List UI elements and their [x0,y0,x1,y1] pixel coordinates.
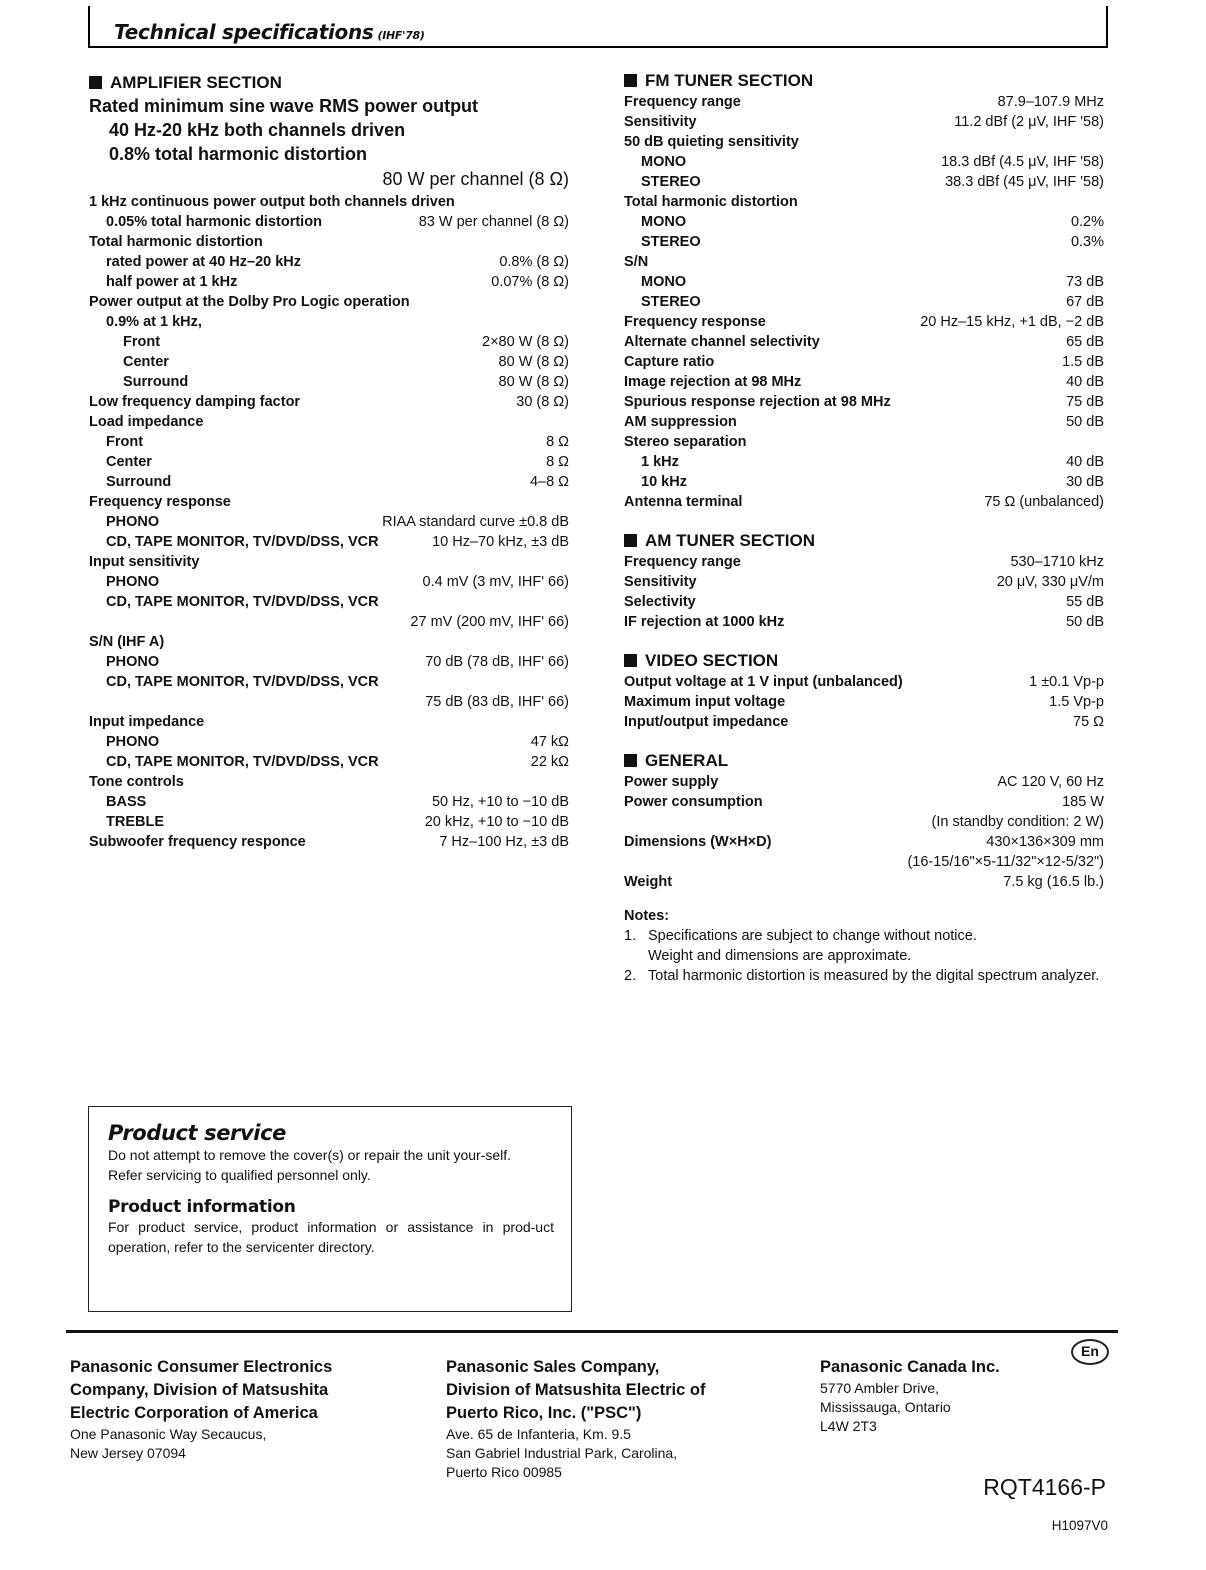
address-line: Mississauga, Ontario [820,1399,951,1415]
spec-label: Maximum input voltage [624,694,786,710]
spec-label: Frequency range [624,554,741,570]
spec-value: 4–8 Ω [529,474,569,490]
spec-row [89,652,569,672]
spec-label: Antenna terminal [624,494,743,510]
spec-label: STEREO [641,234,701,250]
spec-label: MONO [641,214,687,230]
spec-label: PHONO [106,654,160,670]
spec-label: CD, TAPE MONITOR, TV/DVD/DSS, VCR [106,754,379,770]
address-line: Ave. 65 de Infanteria, Km. 9.5 [446,1426,631,1442]
spec-row [89,352,569,372]
spec-row [89,692,569,712]
address-company: Panasonic Consumer Electronics [70,1358,333,1376]
spec-label: Front [123,334,161,350]
spec-label: Low frequency damping factor [89,394,301,410]
spec-row [89,712,569,732]
spec-label: PHONO [106,514,160,530]
square-bullet-icon [624,74,637,87]
note-item [624,926,1104,966]
spec-value: 30 (8 Ω) [516,394,569,410]
spec-row [624,572,1104,592]
spec-value: 70 dB (78 dB, IHF' 66) [425,654,569,670]
spec-value: 0.8% (8 Ω) [499,254,569,270]
spec-value: AC 120 V, 60 Hz [997,774,1104,790]
spec-row [624,712,1104,732]
spec-row [89,392,569,412]
spec-row [624,332,1104,352]
spec-value: 2×80 W (8 Ω) [482,334,569,350]
spec-label: rated power at 40 Hz–20 kHz [106,254,302,270]
spec-row [624,832,1104,852]
spec-value: 0.2% [1070,214,1104,230]
address-line: New Jersey 07094 [70,1445,186,1461]
spec-value: 50 Hz, +10 to −10 dB [431,794,569,810]
spec-value: 1 ±0.1 Vp-p [1029,674,1104,690]
notes-title: Notes: [624,908,670,924]
rated-line: 0.8% total harmonic distortion [109,144,368,164]
spec-value: 47 kΩ [530,734,569,750]
spec-label: 50 dB quieting sensitivity [624,134,799,150]
product-service-heading: Product service [108,1121,286,1145]
spec-label: STEREO [641,174,701,190]
spec-value: 75 dB [1066,394,1104,410]
rated-value: 80 W per channel (8 Ω) [382,169,569,189]
spec-label: MONO [641,154,687,170]
spec-label: Total harmonic distortion [89,234,263,250]
spec-label: Tone controls [89,774,184,790]
spec-row [89,492,569,512]
spec-label: IF rejection at 1000 kHz [624,614,785,630]
footer-divider [66,1330,1118,1333]
spec-row [89,672,569,692]
spec-label: Sensitivity [624,114,697,130]
model-number: RQT4166-P [983,1474,1106,1500]
square-bullet-icon [624,754,637,767]
spec-row [89,452,569,472]
right-column [624,66,1104,986]
spec-label: 0.05% total harmonic distortion [106,214,322,230]
spec-value: 55 dB [1066,594,1104,610]
address-company: Electric Corporation of America [70,1404,318,1422]
spec-row [624,192,1104,212]
spec-label: Power supply [624,774,719,790]
spec-value: 80 W (8 Ω) [498,354,569,370]
spec-row [624,132,1104,152]
spec-row [89,632,569,652]
address-line: One Panasonic Way Secaucus, [70,1426,267,1442]
spec-label: Frequency response [89,494,231,510]
rated-line: Rated minimum sine wave RMS power output [89,96,479,116]
spec-value: 40 dB [1066,374,1104,390]
spec-row [89,752,569,772]
spec-value: 22 kΩ [530,754,569,770]
spec-value: 7.5 kg (16.5 lb.) [1003,874,1104,890]
spec-row [624,352,1104,372]
spec-label: MONO [641,274,687,290]
spec-row [89,372,569,392]
spec-row [624,872,1104,892]
spec-row [624,452,1104,472]
spec-row [89,472,569,492]
spec-label: Frequency response [624,314,766,330]
spec-value: 67 dB [1066,294,1104,310]
notes [624,906,1104,986]
address-line: San Gabriel Industrial Park, Carolina, [446,1445,678,1461]
spec-label: BASS [106,794,147,810]
spec-label: Frequency range [624,94,741,110]
spec-label: Input/output impedance [624,714,789,730]
page-header [88,6,1108,48]
spec-value: 75 Ω [1073,714,1104,730]
language-badge: En [1071,1339,1109,1365]
spec-row [624,692,1104,712]
section-title: FM TUNER SECTION [624,70,1104,92]
spec-row [624,212,1104,232]
spec-value: 40 dB [1066,454,1104,470]
spec-label: Output voltage at 1 V input (unbalanced) [624,674,903,690]
spec-label: TREBLE [106,814,164,830]
product-information-text: For product service, product information or assistance in prod-uct operation, refer to the servicenter directory. [108,1219,554,1255]
spec-row [624,552,1104,572]
spec-label: PHONO [106,574,160,590]
spec-value: 80 W (8 Ω) [498,374,569,390]
spec-row [624,812,1104,832]
spec-row [89,432,569,452]
spec-row [624,292,1104,312]
spec-label: Center [106,454,152,470]
section-title: VIDEO SECTION [624,650,1104,672]
spec-row [624,112,1104,132]
spec-row [89,332,569,352]
spec-row [89,252,569,272]
spec-row [624,92,1104,112]
am-spec-list [624,552,1104,632]
spec-label: CD, TAPE MONITOR, TV/DVD/DSS, VCR [106,594,379,610]
spec-row [89,312,569,332]
product-service-text: Do not attempt to remove the cover(s) or repair the unit your-self. [108,1147,512,1163]
spec-label: Sensitivity [624,574,697,590]
spec-row [624,792,1104,812]
spec-label: Spurious response rejection at 98 MHz [624,394,891,410]
note-text: Specifications are subject to change without notice. Weight and dimensions are approximate. [648,928,977,964]
square-bullet-icon [624,654,637,667]
spec-label: CD, TAPE MONITOR, TV/DVD/DSS, VCR [106,534,379,550]
spec-row [89,292,569,312]
spec-value: 10 Hz–70 kHz, ±3 dB [432,534,569,550]
general-spec-list [624,772,1104,892]
spec-value: 38.3 dBf (45 μV, IHF '58) [945,174,1104,190]
spec-row [624,612,1104,632]
page-title: Technical specifications (IHF'78) [114,20,425,44]
spec-row [89,232,569,252]
spec-value: 20 μV, 330 μV/m [996,574,1104,590]
spec-label: AM suppression [624,414,737,430]
spec-label: Front [106,434,144,450]
address-company: Company, Division of Matsushita [70,1381,329,1399]
spec-row [624,372,1104,392]
spec-label: Weight [624,874,673,890]
spec-label: Stereo separation [624,434,747,450]
spec-label: Capture ratio [624,354,715,370]
spec-value: 65 dB [1066,334,1104,350]
spec-value: 8 Ω [546,454,569,470]
spec-value: 530–1710 kHz [1010,554,1104,570]
spec-label: Image rejection at 98 MHz [624,374,802,390]
spec-label: Surround [123,374,189,390]
note-number: 1. [624,928,637,944]
spec-row [89,572,569,592]
spec-label: Input impedance [89,714,205,730]
spec-value: 75 Ω (unbalanced) [984,494,1104,510]
address-line: L4W 2T3 [820,1418,877,1434]
spec-row [89,532,569,552]
spec-label: Power output at the Dolby Pro Logic operation [89,294,410,310]
spec-value: RIAA standard curve ±0.8 dB [382,514,569,530]
spec-label: S/N [624,254,649,270]
fm-spec-list [624,92,1104,512]
spec-value: 30 dB [1066,474,1104,490]
video-spec-list [624,672,1104,732]
spec-value: 185 W [1062,794,1104,810]
spec-value: 1.5 Vp-p [1049,694,1104,710]
square-bullet-icon [89,76,102,89]
spec-row [89,792,569,812]
spec-label: Load impedance [89,414,204,430]
spec-label: Center [123,354,169,370]
spec-row [624,232,1104,252]
spec-row [624,852,1104,872]
spec-label: Power consumption [624,794,763,810]
address-block [820,1356,1000,1436]
note-number: 2. [624,968,637,984]
spec-row [624,272,1104,292]
spec-label: PHONO [106,734,160,750]
product-service-box [88,1106,572,1312]
spec-label: Input sensitivity [89,554,200,570]
spec-label: 10 kHz [641,474,687,490]
spec-value: (16-15/16"×5-11/32"×12-5/32") [907,854,1104,870]
spec-label: Surround [106,474,172,490]
spec-value: 0.4 mV (3 mV, IHF' 66) [422,574,569,590]
spec-label: Selectivity [624,594,696,610]
section-title: GENERAL [624,750,1104,772]
spec-row [624,412,1104,432]
spec-value: 27 mV (200 mV, IHF' 66) [410,614,569,630]
section-title: AMPLIFIER SECTION [89,72,569,94]
spec-value: 1.5 dB [1062,354,1104,370]
spec-row [624,252,1104,272]
spec-label: Total harmonic distortion [624,194,798,210]
spec-row [624,152,1104,172]
spec-row [89,832,569,852]
spec-row [89,192,569,212]
spec-value: 0.3% [1070,234,1104,250]
spec-label: 0.9% at 1 kHz, [106,314,202,330]
spec-label: Dimensions (W×H×D) [624,834,772,850]
page-subtitle: (IHF'78) [377,29,425,42]
spec-row [624,432,1104,452]
spec-row [624,312,1104,332]
spec-value: 20 kHz, +10 to −10 dB [424,814,569,830]
address-line: Puerto Rico 00985 [446,1464,562,1480]
spec-row [89,552,569,572]
spec-row [89,272,569,292]
spec-value: 7 Hz–100 Hz, ±3 dB [439,834,569,850]
spec-label: CD, TAPE MONITOR, TV/DVD/DSS, VCR [106,674,379,690]
address-block [446,1356,705,1482]
spec-row [624,672,1104,692]
spec-value: 0.07% (8 Ω) [491,274,569,290]
spec-label: half power at 1 kHz [106,274,238,290]
spec-row [624,592,1104,612]
spec-value: 18.3 dBf (4.5 μV, IHF '58) [941,154,1104,170]
spec-label: Subwoofer frequency responce [89,834,306,850]
spec-value: 8 Ω [546,434,569,450]
spec-label: 1 kHz continuous power output both channels driven [89,194,455,210]
spec-row [89,512,569,532]
spec-row [89,412,569,432]
spec-value: 83 W per channel (8 Ω) [418,214,569,230]
spec-value: 50 dB [1066,614,1104,630]
spec-label: 1 kHz [641,454,679,470]
square-bullet-icon [624,534,637,547]
section-title: AM TUNER SECTION [624,530,1104,552]
spec-value: (In standby condition: 2 W) [931,814,1104,830]
spec-row [624,472,1104,492]
spec-value: 20 Hz–15 kHz, +1 dB, −2 dB [920,314,1104,330]
spec-row [89,612,569,632]
spec-value: 75 dB (83 dB, IHF' 66) [425,694,569,710]
rated-line: 40 Hz-20 kHz both channels driven [109,120,406,140]
spec-row [89,212,569,232]
spec-label: Alternate channel selectivity [624,334,820,350]
spec-value: 50 dB [1066,414,1104,430]
spec-row [89,732,569,752]
spec-label: STEREO [641,294,701,310]
note-text: Total harmonic distortion is measured by the digital spectrum analyzer. [648,968,1100,984]
address-company: Division of Matsushita Electric of [446,1381,706,1399]
spec-row [89,772,569,792]
address-line: 5770 Ambler Drive, [820,1380,940,1396]
product-service-text: Refer servicing to qualified personnel only. [108,1167,371,1183]
note-item [624,966,1104,986]
spec-row [624,392,1104,412]
spec-value: 430×136×309 mm [986,834,1104,850]
spec-value: 73 dB [1066,274,1104,290]
print-code: H1097V0 [1051,1518,1108,1533]
product-information-heading: Product information [108,1197,296,1217]
amplifier-spec-list [89,192,569,852]
spec-row [624,772,1104,792]
spec-value: 87.9–107.9 MHz [997,94,1104,110]
spec-label: S/N (IHF A) [89,634,165,650]
spec-row [624,492,1104,512]
address-company: Panasonic Sales Company, [446,1358,660,1376]
left-column [89,68,569,852]
spec-row [89,812,569,832]
address-block [70,1356,332,1463]
spec-row [624,172,1104,192]
spec-row [89,592,569,612]
spec-value: 11.2 dBf (2 μV, IHF '58) [954,114,1104,130]
address-company: Puerto Rico, Inc. ("PSC") [446,1404,642,1422]
address-company: Panasonic Canada Inc. [820,1358,1000,1376]
